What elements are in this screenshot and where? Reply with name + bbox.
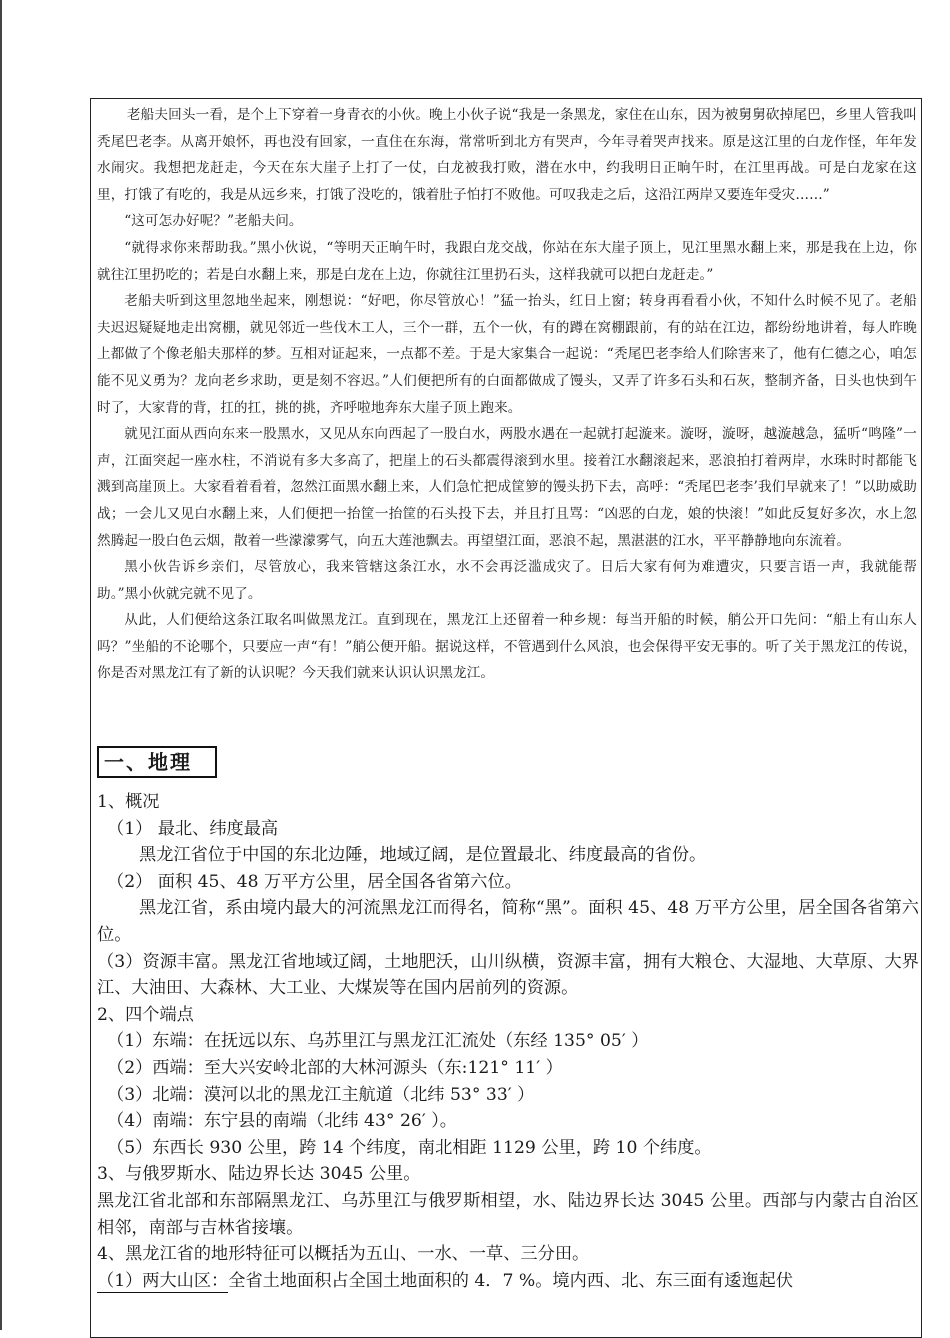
underlined-subheading: （1）两大山区： (97, 1270, 229, 1291)
legend-story (97, 102, 917, 687)
geography-section (97, 789, 919, 1294)
body-text: 黑龙江省位于中国的东北边陲，地域辽阔，是位置最北、纬度最高的省份。 (139, 845, 707, 866)
page-edge-line (0, 0, 2, 1330)
outline-item: 3、与俄罗斯水、陆边界长达 3045 公里。 (97, 1164, 421, 1185)
body-text: 黑龙江省，系由境内最大的河流黑龙江而得名，简称“黑”。面积 45、48 万平方公里，居全国各省第六位。 (97, 898, 919, 945)
outline-item: 2、四个端点 (97, 1004, 194, 1025)
story-paragraph: “这可怎办好呢？”老船夫问。 (124, 213, 303, 230)
body-text: 全省土地面积占全国土地面积的 4．7 %。境内西、北、东三面有逶迤起伏 (228, 1270, 794, 1291)
outline-item: （3）资源丰富。黑龙江省地域辽阔，土地肥沃，山川纵横，资源丰富，拥有大粮仓、大湿地、大草原、大界江、大油田、大森林、大工业、大煤炭等在国内居前列的资源。 (97, 951, 919, 999)
story-paragraph: “就得求你来帮助我。”黑小伙说，“等明天正晌午时，我跟白龙交战，你站在东大崖子顶上，见江里黑水翻上来，那是我在上边，你就往江里扔吃的；若是白水翻上来，那是白龙在上边，你就往江里扔石头，这样我就可以把白龙赶走。” (97, 239, 917, 283)
story-paragraph: 就见江面从西向东来一股黑水，又见从东向西起了一股白水，两股水遇在一起就打起漩来。漩呀，漩呀，越漩越急，猛听“鸣隆”一声，江面突起一座水柱，不消说有多大多高了，把崖上的石头都震得滚到水里。接着江水翻滚起来，恶浪拍打着两岸，水珠时时都能飞溅到高崖顶上。大家看着看着，忽然江面黑水翻上来，人们急忙把成筐箩的馒头扔下去，高呼：“秃尾巴老李’我们早就来了！”以助威助战；一会儿又见白水翻上来，人们便把一抬筐一抬筐的石头投下去，并且打且骂：“凶恶的白龙，娘的快滚！”如此反复好多次，水上忽然腾起一股白色云烟，散着一些濛濛雾气，向五大莲池飘去。再望望江面，恶浪不起，黑湛湛的江水，平平静静地向东流着。 (97, 426, 917, 549)
story-paragraph: 老船夫听到这里忽地坐起来，刚想说：“好吧，你尽管放心！”猛一抬头，红日上窗；转身再看看小伙，不知什么时候不见了。老船夫迟迟疑疑地走出窝棚，就见邻近一些伐木工人，三个一群，五个一伙，有的蹲在窝棚跟前，有的站在江边，都纷纷地讲着，每人昨晚上都做了个像老船夫那样的梦。互相对证起来，一点都不差。于是大家集合一起说：“秃尾巴老李给人们除害来了，他有仁德之心，咱怎能不见义勇为？龙向老乡求助，更是刻不容迟。”人们便把所有的白面都做成了馒头，又弄了许多石头和石灰，整制齐备，日头也快到午时了，大家背的背，扛的扛，挑的挑，齐呼啦地奔东大崖子顶上跑来。 (97, 293, 917, 416)
outline-item (97, 1268, 919, 1295)
body-text: 黑龙江省北部和东部隔黑龙江、乌苏里江与俄罗斯相望，水、陆边界长达 3045 公里。西部与内蒙古自治区相邻，南部与吉林省接壤。 (97, 1190, 919, 1238)
story-paragraph: 从此，人们便给这条江取名叫做黑龙江。直到现在，黑龙江上还留着一种乡规：每当开船的时候，艄公开口先问：“船上有山东人吗？”坐船的不论哪个，只要应一声“有！”艄公便开船。据说这样，不管遇到什么风浪，也会保得平安无事的。听了关于黑龙江的传说，你是否对黑龙江有了新的认识呢？今天我们就来认识认识黑龙江。 (97, 612, 917, 682)
outline-item: （5）东西长 930 公里，跨 14 个纬度，南北相距 1129 公里，跨 10 个纬度。 (107, 1137, 712, 1158)
outline-item: （1）东端：在抚远以东、乌苏里江与黑龙江汇流处（东经 135° 05′ ） (107, 1031, 649, 1052)
outline-item: （3）北端：漠河以北的黑龙江主航道（北纬 53° 33′ ） (107, 1084, 535, 1105)
outline-item: （4）南端：东宁县的南端（北纬 43° 26′ ）。 (107, 1111, 457, 1132)
outline-item: （1） 最北、纬度最高 (107, 818, 279, 839)
outline-item: （2） 面积 45、48 万平方公里，居全国各省第六位。 (107, 871, 522, 892)
section-title: 一、地理 (97, 746, 217, 778)
outline-item: 1、概况 (97, 792, 160, 812)
story-paragraph: 黑小伙告诉乡亲们，尽管放心，我来管辖这条江水，水不会再泛滥成灾了。日后大家有何为难遭灾，只要言语一声，我就能帮助。”黑小伙就完就不见了。 (97, 559, 917, 602)
outline-item: 4、黑龙江省的地形特征可以概括为五山、一水、一草、三分田。 (97, 1244, 590, 1265)
story-paragraph: 老船夫回头一看，是个上下穿着一身青衣的小伙。晚上小伙子说“我是一条黑龙，家住在山东，因为被舅舅砍掉尾巴，乡里人管我叫秃尾巴老李。从离开娘怀，再也没有回家，一直住在东海，常常听到北方有哭声，今年寻着哭声找来。原是这江里的白龙作怪，年年发水闹灾。我想把龙赶走，今天在东大崖子上打了一仗，白龙被我打败，潜在水中，约我明日正晌午时，在江里再战。可是白龙家在这里，打饿了有吃的，我是从远乡来，打饿了没吃的，饿着肚子怕打不败他。可叹我走之后，这沿江两岸又要连年受灾……” (97, 107, 917, 203)
outline-item: （2）西端：至大兴安岭北部的大林河源头（东:121° 11′ ） (107, 1057, 563, 1078)
